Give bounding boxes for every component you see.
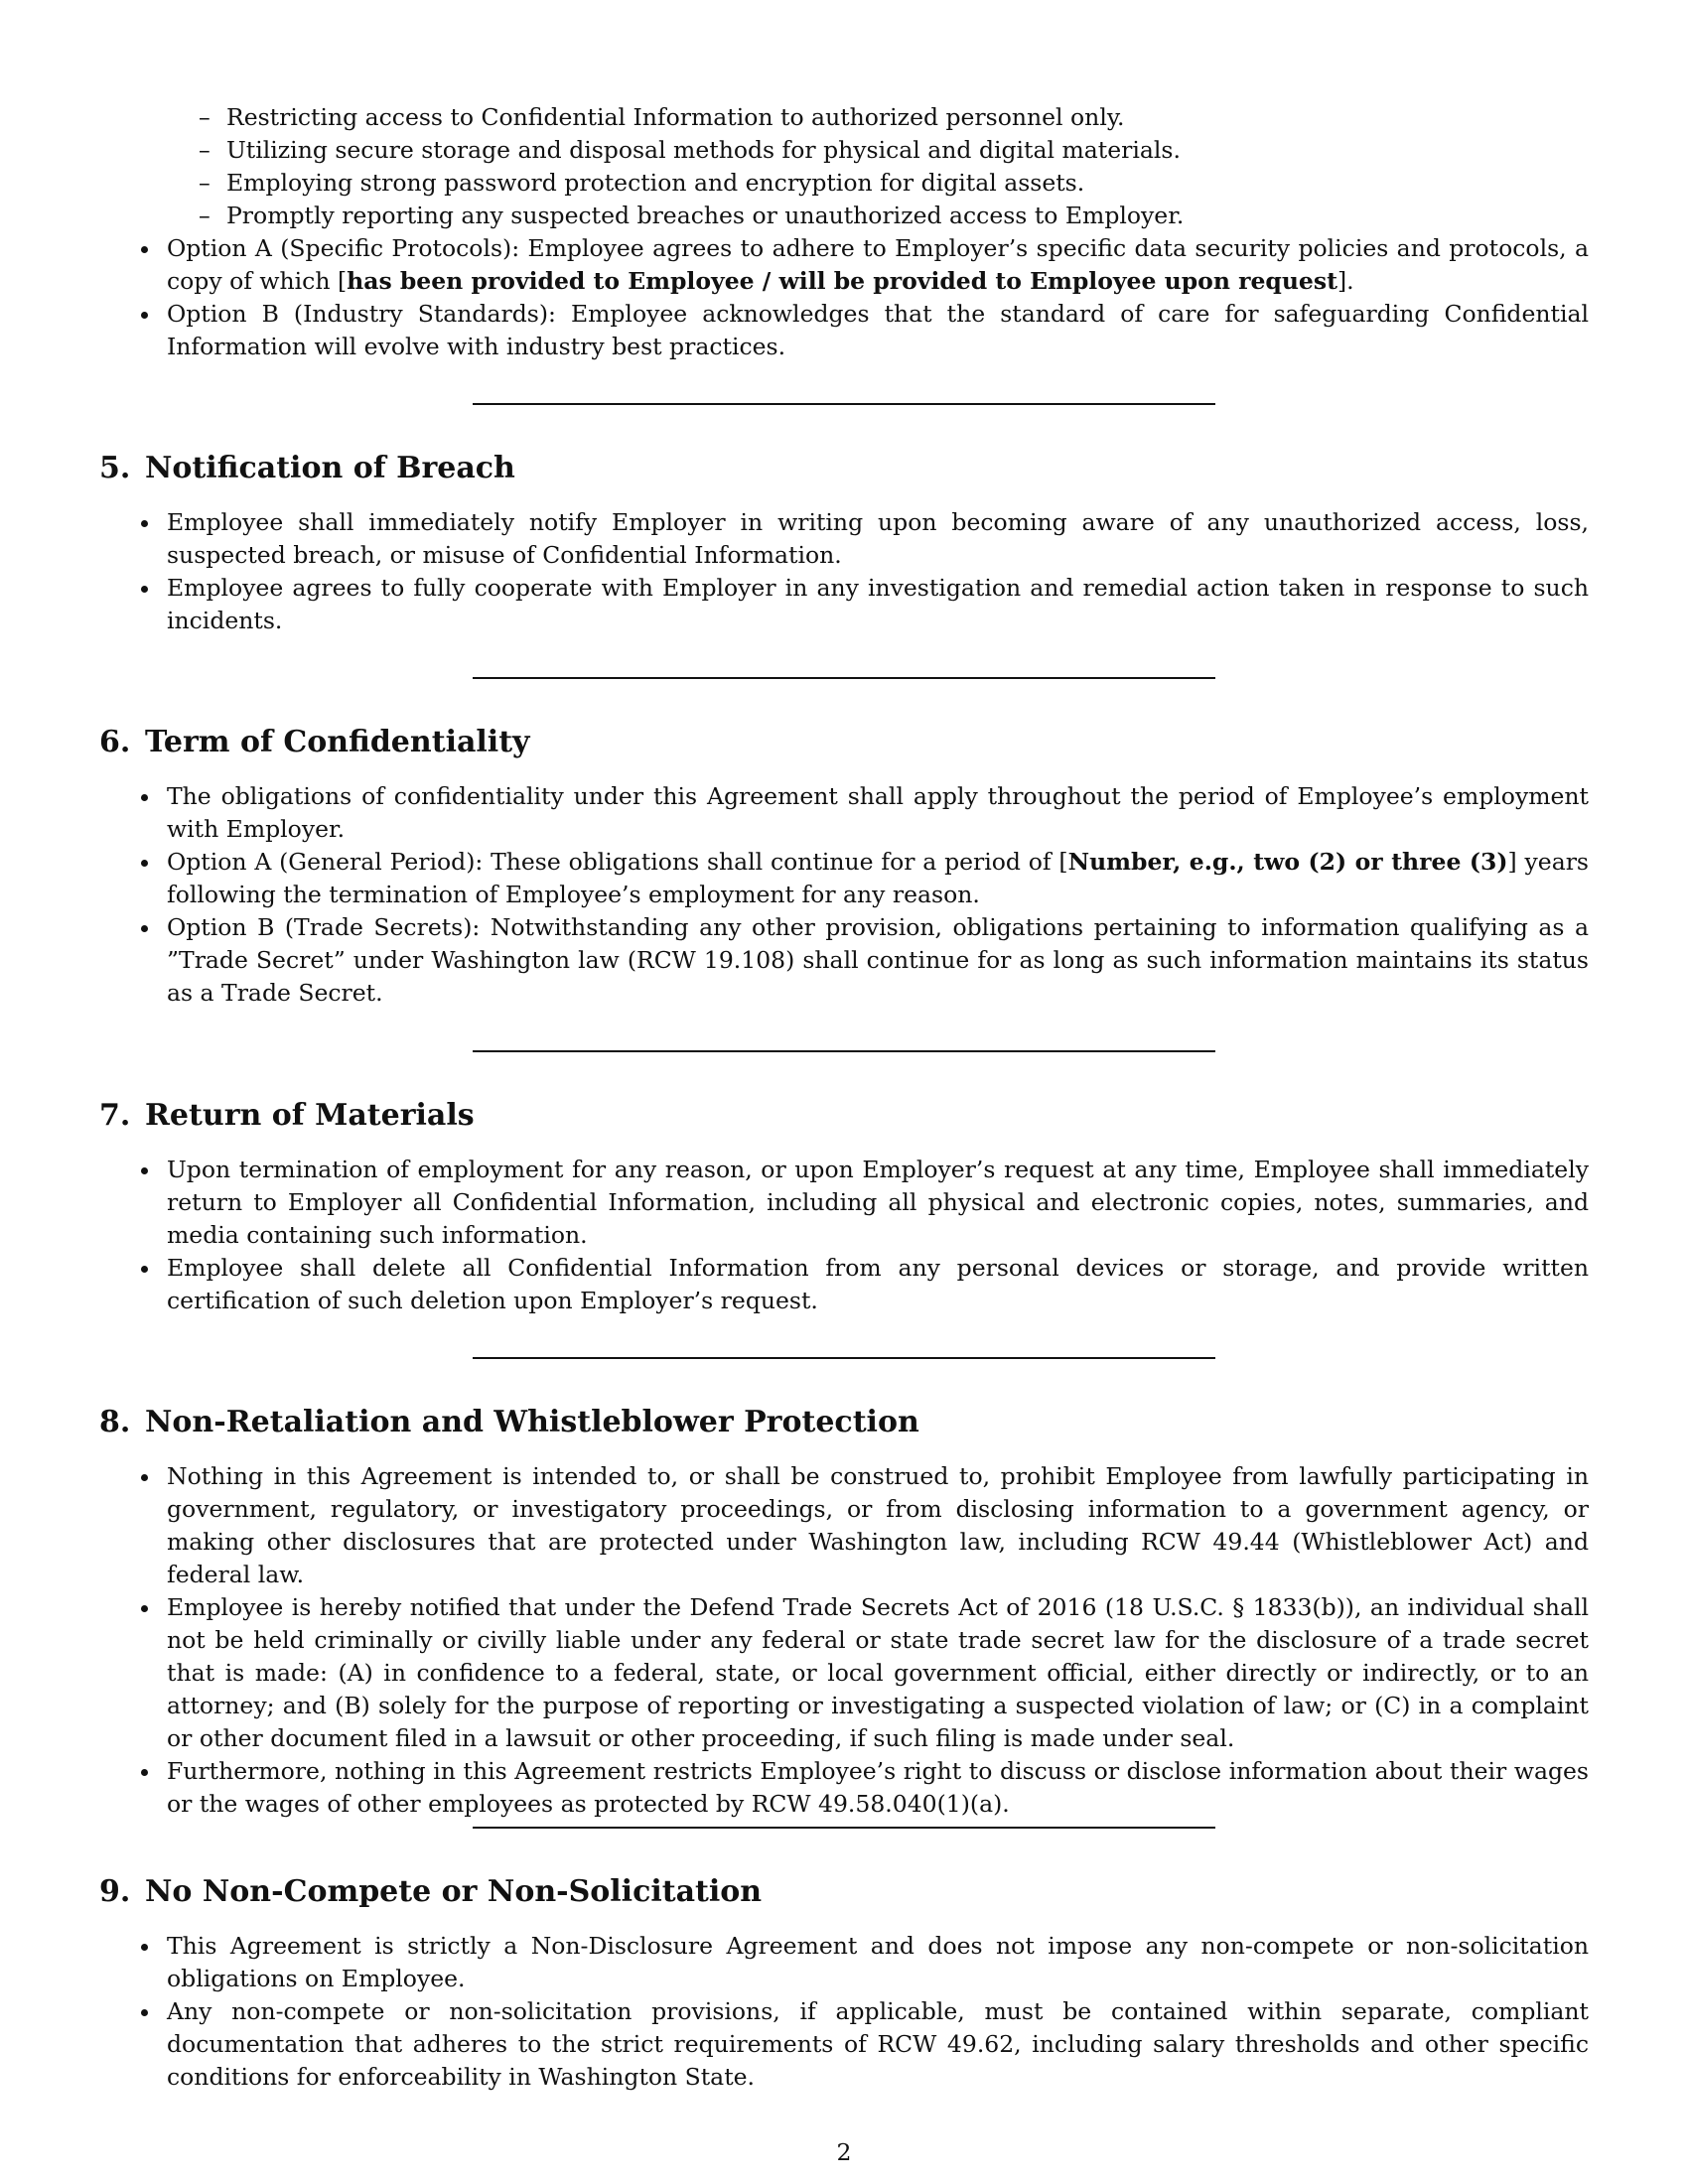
section-divider <box>473 1357 1215 1359</box>
section-title: Return of Materials <box>145 1098 475 1133</box>
list-item: Employee shall delete all Confidential Information from any personal devices or storage, and provide written certification of such deletion upon Employer’s request. <box>99 1252 1589 1317</box>
list-item: Option B (Trade Secrets): Notwithstanding any other provision, obligations pertaining to information qualifying as a ”Trade Secret” under Washington law (RCW 19.108) shall continue for as long as such information maintains its status as a Trade Secret. <box>99 911 1589 1010</box>
section-9-heading <box>99 1872 762 1912</box>
option-a-text: Option A (General Period): These obligations shall continue for a period of [ <box>167 848 1068 876</box>
option-a-placeholder: has been provided to Employee / will be provided to Employee upon request <box>347 267 1337 295</box>
option-a-text-end: ] years following the termination of Employee’s employment for any reason. <box>167 848 1589 908</box>
section-title: Notification of Breach <box>145 451 515 485</box>
section-divider <box>473 403 1215 405</box>
section-divider <box>473 677 1215 679</box>
section-9-list <box>99 1930 1589 2094</box>
security-options-list <box>99 232 1589 363</box>
list-item: This Agreement is strictly a Non-Disclosure Agreement and does not impose any non-compete or non-solicitation obligations on Employee. <box>99 1930 1589 1995</box>
section-number: 7. <box>99 1098 131 1133</box>
security-measures-block <box>99 101 1589 363</box>
section-8-heading <box>99 1403 919 1442</box>
list-item: Any non-compete or non-solicitation provisions, if applicable, must be contained within separate, compliant documentation that adheres to the strict requirements of RCW 49.62, including salary thresholds and other specific conditions for enforceability in Washington State. <box>99 1995 1589 2094</box>
dash-list-item: – Utilizing secure storage and disposal methods for physical and digital materials. <box>99 134 1589 167</box>
section-7-body <box>99 1154 1589 1317</box>
dash-list-item: – Employing strong password protection and encryption for digital assets. <box>99 167 1589 200</box>
list-item: Employee shall immediately notify Employer in writing upon becoming aware of any unauthorized access, loss, suspected breach, or misuse of Confidential Information. <box>99 506 1589 572</box>
section-number: 5. <box>99 451 131 485</box>
section-6-body <box>99 780 1589 1010</box>
section-number: 6. <box>99 725 131 759</box>
section-divider <box>473 1050 1215 1052</box>
section-title: Non-Retaliation and Whistleblower Protection <box>145 1405 919 1439</box>
section-5-heading <box>99 449 515 488</box>
list-item: Employee is hereby notified that under the Defend Trade Secrets Act of 2016 (18 U.S.C. § 1833(b)), an individual shall not be held criminally or civilly liable under any federal or state trade secret law for the disclosure of a trade secret that is made: (A) in confidence to a federal, state, or local government official, either directly or indirectly, or to an attorney; and (B) solely for the purpose of reporting or investigating a suspected violation of law; or (C) in a complaint or other document filed in a lawsuit or other proceeding, if such filing is made under seal. <box>99 1591 1589 1755</box>
security-measures-list <box>99 101 1589 232</box>
list-item: Employee agrees to fully cooperate with Employer in any investigation and remedial action taken in response to such incidents. <box>99 572 1589 637</box>
list-item: Furthermore, nothing in this Agreement restricts Employee’s right to discuss or disclose information about their wages or the wages of other employees as protected by RCW 49.58.040(1)(a). <box>99 1755 1589 1821</box>
list-item <box>99 846 1589 911</box>
section-title: Term of Confidentiality <box>145 725 530 759</box>
section-5-list <box>99 506 1589 637</box>
dash-list-item: – Promptly reporting any suspected breaches or unauthorized access to Employer. <box>99 200 1589 232</box>
section-7-heading <box>99 1096 475 1136</box>
dash-list-item: – Restricting access to Confidential Information to authorized personnel only. <box>99 101 1589 134</box>
option-a-text-end: ]. <box>1336 267 1354 295</box>
option-a-item <box>99 232 1589 298</box>
list-item: The obligations of confidentiality under this Agreement shall apply throughout the period of Employee’s employment with Employer. <box>99 780 1589 846</box>
option-b-item: Option B (Industry Standards): Employee acknowledges that the standard of care for safeguarding Confidential Information will evolve with industry best practices. <box>99 298 1589 363</box>
section-number: 8. <box>99 1405 131 1439</box>
section-6-list <box>99 780 1589 1010</box>
option-a-placeholder: Number, e.g., two (2) or three (3) <box>1067 848 1508 876</box>
section-9-body <box>99 1930 1589 2094</box>
list-item: Upon termination of employment for any reason, or upon Employer’s request at any time, Employee shall immediately return to Employer all Confidential Information, including all physical and electronic copies, notes, summaries, and media containing such information. <box>99 1154 1589 1252</box>
section-title: No Non-Compete or Non-Solicitation <box>145 1874 763 1909</box>
section-number: 9. <box>99 1874 131 1909</box>
section-5-body <box>99 506 1589 637</box>
section-divider <box>473 1827 1215 1829</box>
section-8-list <box>99 1460 1589 1821</box>
page-number: 2 <box>836 2138 852 2166</box>
list-item: Nothing in this Agreement is intended to, or shall be construed to, prohibit Employee from lawfully participating in government, regulatory, or investigatory proceedings, or from disclosing information to a government agency, or making other disclosures that are protected under Washington law, including RCW 49.44 (Whistleblower Act) and federal law. <box>99 1460 1589 1591</box>
section-8-body <box>99 1460 1589 1821</box>
option-a-text: Option A (Specific Protocols): Employee agrees to adhere to Employer’s specific data security policies and protocols, a copy of which [ <box>167 234 1589 295</box>
section-6-heading <box>99 723 529 762</box>
section-7-list <box>99 1154 1589 1317</box>
